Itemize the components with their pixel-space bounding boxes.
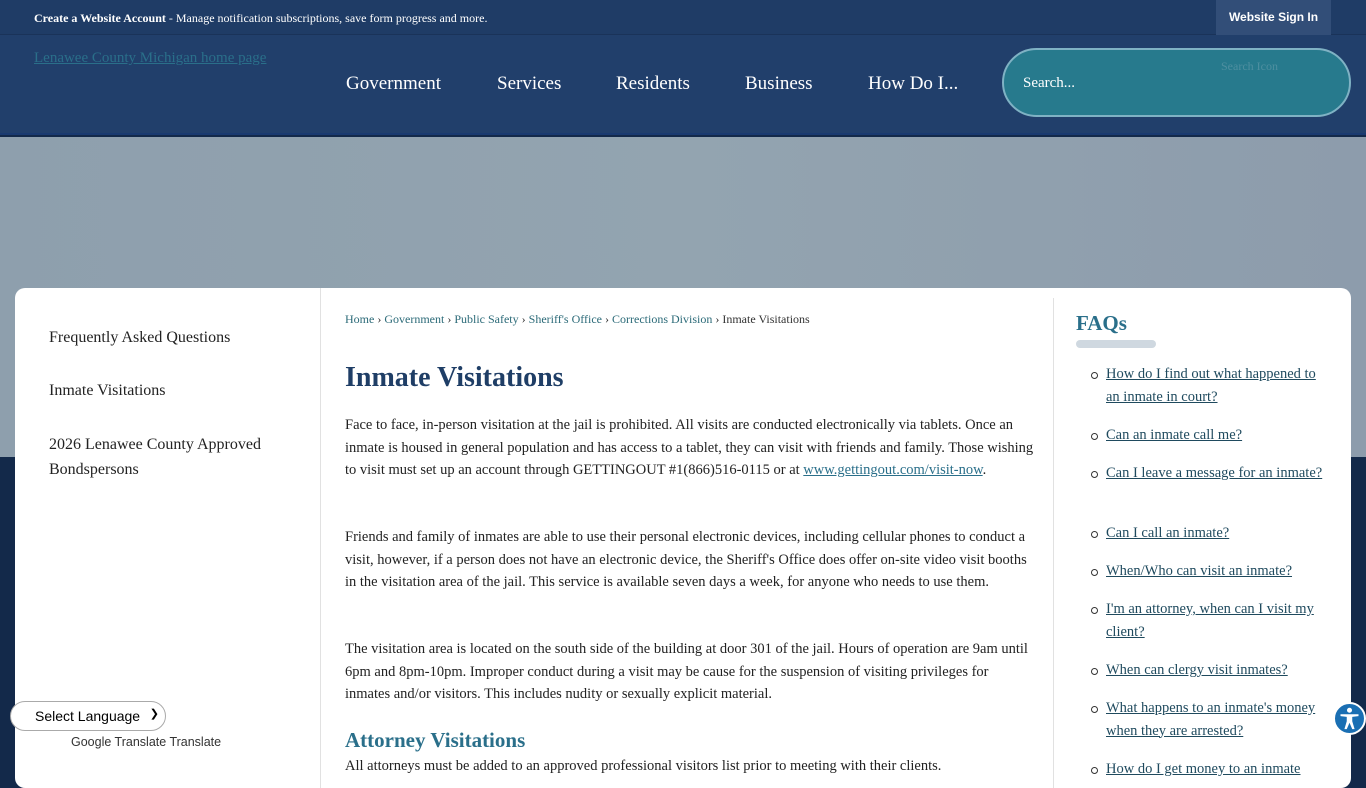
search-input[interactable] [1002, 48, 1351, 117]
crumb-sheriffs-office[interactable]: Sheriff's Office [528, 312, 603, 326]
nav-services[interactable]: Services [497, 73, 562, 94]
breadcrumb: Home › Government › Public Safety › Sheriff's Office › Corrections Division › Inmate Visitations [345, 312, 810, 326]
crumb-public-safety[interactable]: Public Safety [454, 312, 519, 326]
nav-how-do-i[interactable]: How Do I... [868, 73, 959, 94]
nav-residents[interactable]: Residents [616, 73, 690, 94]
faq-link[interactable]: When/Who can visit an inmate? [1106, 560, 1331, 583]
paragraph-4: All attorneys must be added to an approved professional visitors list prior to meeting with their clients. [345, 758, 942, 774]
paragraph-2: Friends and family of inmates are able to use their personal electronic devices, including cellular phones to conduct a visit, however, if a person does not have an electronic device, the Sheriff's Office does offer on-site video visit booths in the visitation area of the jail. This service is available seven days a week, for anyone who needs to use them. [345, 529, 1027, 591]
faqs-heading: FAQs [1076, 311, 1127, 335]
crumb-home[interactable]: Home [345, 312, 375, 326]
create-account-link[interactable]: Create a Website Account - Manage notification subscriptions, save form progress and more. [34, 11, 488, 25]
sign-in-button[interactable]: Website Sign In [1216, 0, 1331, 35]
content-card [15, 288, 1351, 788]
faqs-underline [1076, 340, 1156, 348]
chevron-down-icon: ❯ [149, 708, 159, 720]
faq-link[interactable]: How do I find out what happened to an inmate in court? [1106, 363, 1331, 408]
search-icon[interactable]: Search Icon [1221, 59, 1278, 73]
attorney-heading: Attorney Visitations [345, 728, 526, 752]
top-bar [0, 0, 1366, 35]
nav-government[interactable]: Government [346, 73, 441, 94]
faq-link[interactable]: What happens to an inmate's money when they are arrested? [1106, 697, 1331, 742]
accessibility-icon[interactable] [1333, 702, 1366, 735]
sidebar-item-faq[interactable]: Frequently Asked Questions [49, 329, 231, 346]
paragraph-3: The visitation area is located on the south side of the building at door 301 of the jail. Hours of operation are 9am until 6pm and 8pm-10pm. Improper conduct during a visit may be cause for the suspension of visiting privileges for inmates and/or visitors. This includes nudity or sexually explicit material. [345, 641, 1028, 703]
crumb-current: Inmate Visitations [722, 312, 810, 326]
faq-link[interactable]: How do I get money to an inmate [1106, 758, 1331, 781]
crumb-government[interactable]: Government [384, 312, 445, 326]
faq-link[interactable]: When can clergy visit inmates? [1106, 659, 1331, 682]
faq-link[interactable]: Can I call an inmate? [1106, 522, 1331, 545]
page-title: Inmate Visitations [345, 362, 564, 393]
google-translate-label: Google Translate Translate [71, 735, 222, 749]
sidebar-item-bondspersons[interactable]: 2026 Lenawee County Approved Bondspersons [49, 436, 261, 478]
search-placeholder: Search... [1023, 75, 1076, 91]
faq-link[interactable]: Can I leave a message for an inmate? [1106, 462, 1331, 485]
crumb-corrections[interactable]: Corrections Division [612, 312, 713, 326]
logo-link[interactable]: Lenawee County Michigan home page [34, 50, 267, 66]
faq-link[interactable]: I'm an attorney, when can I visit my client? [1106, 598, 1331, 643]
language-select[interactable]: Select Language ❯ [10, 701, 166, 731]
nav-business[interactable]: Business [745, 73, 813, 94]
gettingout-link[interactable]: www.gettingout.com/visit-now [803, 462, 983, 479]
main-nav [0, 35, 1366, 135]
divider [1053, 298, 1054, 788]
sidebar-item-inmate-visitations[interactable]: Inmate Visitations [49, 382, 166, 399]
faq-link[interactable]: Can an inmate call me? [1106, 424, 1331, 447]
paragraph-1: Face to face, in-person visitation at the jail is prohibited. All visits are conducted electronically via tablets. Once an inmate is housed in general population and has access to a tablet, they can visit with friends and family. Those wishing to visit must set up an account through GETTINGOUT #1(866)516-0115 or at www.gettingout.com/visit-now. [345, 417, 1034, 479]
